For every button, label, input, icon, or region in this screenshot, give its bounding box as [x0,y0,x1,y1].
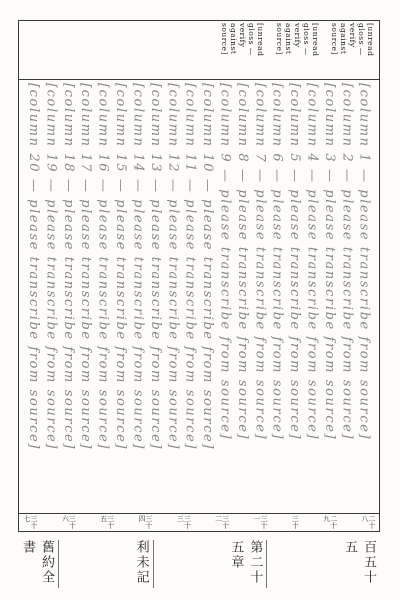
text-column: [column 19 — please transcribe from source] [43,83,59,451]
verse-number: 三十七 [23,514,38,529]
verse-number: 三十六 [61,514,77,529]
verse-number: 三十二 [214,514,230,529]
verse-number: 三十五 [99,514,115,529]
chapter-title: 第二十五章 [226,540,267,588]
gloss-note: [unread gloss — verify against source] [220,23,265,57]
text-column: [column 16 — please transcribe from source] [95,83,111,451]
text-column: [column 8 — please transcribe from source] [234,83,250,441]
text-column: [column 10 — please transcribe from source] [200,83,216,451]
text-column: [column 18 — please transcribe from source] [60,83,76,451]
verse-number: 二十九 [322,514,338,529]
page-frame [18,20,380,532]
text-column: [column 17 — please transcribe from source] [78,83,94,451]
text-column: [column 13 — please transcribe from source] [147,83,163,451]
text-column: [column 7 — please transcribe from source] [252,83,268,441]
text-column: [column 3 — please transcribe from source] [321,83,337,441]
gloss-note: [unread gloss — verify against source] [330,23,375,57]
verse-number: 三十四 [137,514,153,529]
page-number: 百五十五 [341,540,376,585]
text-column: [column 4 — please transcribe from source] [304,83,320,441]
section-title: 利未記 [132,540,154,588]
header-rule [19,79,379,80]
text-column: [column 12 — please transcribe from source] [165,83,181,451]
text-column: [column 15 — please transcribe from source] [113,83,129,451]
verse-number-strip [19,513,379,531]
verse-number: 三十一 [252,514,268,529]
verse-number: 二十八 [360,514,376,529]
text-column: [column 5 — please transcribe from source] [287,83,303,441]
gloss-note: [unread gloss — verify against source] [275,23,320,57]
gloss-area [25,23,375,77]
text-column: [column 20 — please transcribe from source] [26,83,41,451]
verse-number: 三十三 [176,514,192,529]
text-column: [column 9 — please transcribe from source] [217,83,233,441]
book-title: 舊約全書 [18,540,59,588]
page-footer [18,540,380,590]
text-column: [column 14 — please transcribe from source] [130,83,146,451]
text-column: [column 11 — please transcribe from source] [182,83,198,451]
text-column: [column 6 — please transcribe from source] [269,83,285,441]
text-column: [column 1 — please transcribe from source] [356,83,372,441]
main-text [25,83,373,509]
verse-number: 三十 [291,514,300,529]
text-column: [column 2 — please transcribe from source] [339,83,355,441]
